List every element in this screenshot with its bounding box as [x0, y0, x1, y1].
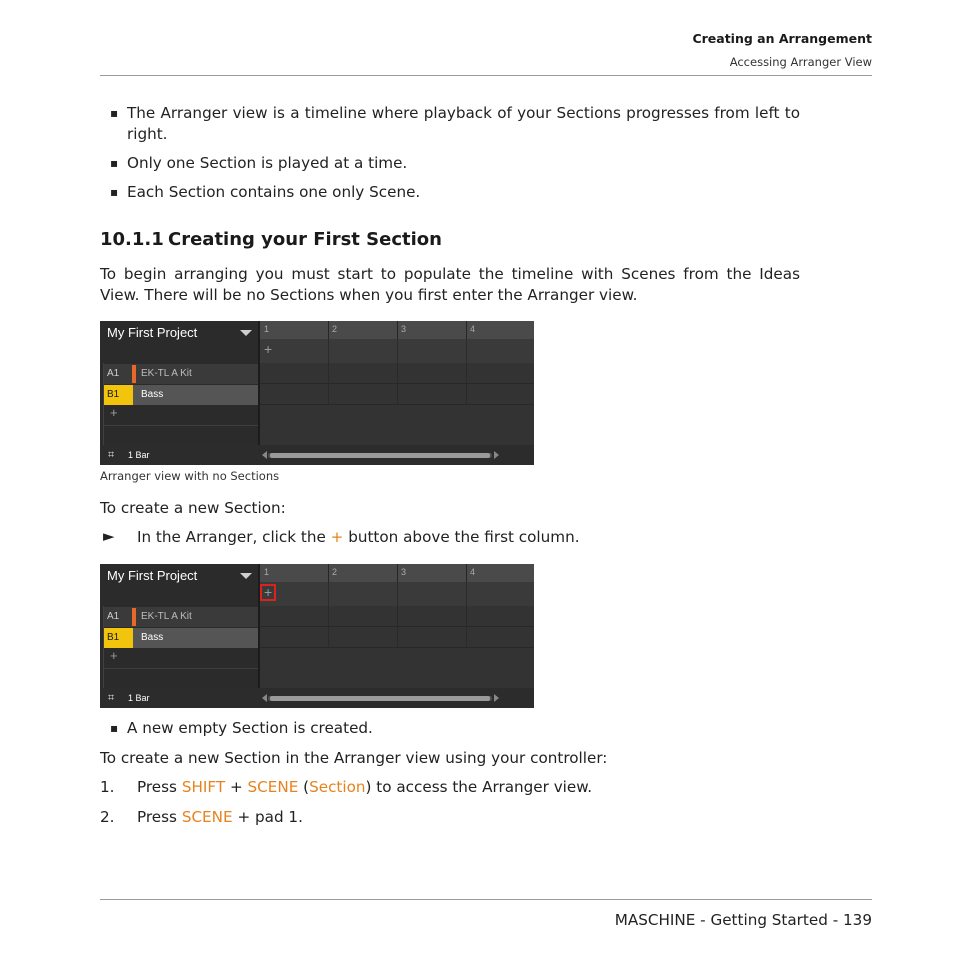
group-row-a1[interactable]	[103, 364, 258, 384]
bullet-item	[110, 153, 800, 174]
bar-number: 4	[470, 324, 476, 334]
bar-number: 2	[332, 567, 338, 577]
group-color	[132, 608, 136, 626]
bar-number: 4	[470, 567, 476, 577]
bar-number: 3	[401, 324, 407, 334]
bar-length-label[interactable]: 1 Bar	[128, 450, 150, 460]
bullet-item	[110, 718, 800, 739]
scrollbar-thumb[interactable]	[270, 696, 490, 701]
project-header	[100, 321, 258, 363]
group-id: B1	[103, 628, 133, 648]
bullet-text: The Arranger view is a timeline where playback of your Sections progresses from left to right.	[127, 104, 800, 143]
arranger-screenshot	[100, 321, 534, 465]
bullet-marker: ▪	[110, 185, 119, 199]
key-scene: SCENE	[181, 808, 233, 826]
numbered-step: Press SCENE + pad 1.	[137, 808, 303, 826]
section-row	[260, 339, 534, 363]
group-id: A1	[103, 364, 133, 384]
figure-caption: Arranger view with no Sections	[100, 469, 280, 483]
arrangement-grid	[260, 606, 534, 688]
step-number: 2.	[100, 808, 115, 826]
plus-glyph: +	[330, 528, 344, 546]
group-name: EK-TL A Kit	[141, 611, 192, 622]
group-color	[132, 365, 136, 383]
group-row-b1[interactable]	[103, 385, 258, 405]
section-row	[260, 582, 534, 606]
grid-icon[interactable]: ⌗	[108, 691, 115, 704]
bar-number: 1	[264, 324, 270, 334]
bullet-marker: ▪	[110, 156, 119, 170]
header-rule	[100, 75, 872, 76]
bullet-text: Each Section contains one only Scene.	[127, 183, 421, 201]
add-section-button[interactable]: +	[264, 341, 273, 357]
timeline-ruler[interactable]	[260, 321, 534, 339]
project-header	[100, 564, 258, 606]
arranger-footer	[100, 445, 534, 465]
bullet-marker: ▪	[110, 721, 119, 735]
group-id: B1	[103, 385, 133, 405]
add-group-button[interactable]: +	[110, 648, 118, 663]
add-group-button[interactable]: +	[110, 405, 118, 420]
project-name[interactable]: My First Project	[107, 325, 198, 340]
group-row-b1[interactable]	[103, 628, 258, 648]
key-scene: SCENE	[247, 778, 299, 796]
chapter-title: Creating an Arrangement	[692, 31, 872, 46]
numbered-step: Press SHIFT + SCENE (Section) to access the Arranger view.	[137, 778, 593, 796]
page-footer: MASCHINE - Getting Started - 139	[614, 911, 872, 929]
key-shift: SHIFT	[181, 778, 226, 796]
dropdown-arrow-icon[interactable]	[240, 330, 252, 336]
bullet-item	[110, 182, 800, 203]
bullet-marker: ▪	[110, 106, 119, 120]
scroll-left-icon[interactable]	[262, 451, 267, 459]
key-section: Section	[309, 778, 366, 796]
group-name: Bass	[141, 632, 164, 643]
bar-number: 2	[332, 324, 338, 334]
arrangement-grid	[260, 363, 534, 445]
instruction-step	[137, 527, 580, 548]
scrollbar-thumb[interactable]	[270, 453, 490, 458]
timeline-ruler[interactable]	[260, 564, 534, 582]
bullet-text: A new empty Section is created.	[127, 719, 373, 737]
intro-paragraph: To begin arranging you must start to populate the timeline with Scenes from the Ideas View. There will be no Sections when you first enter the Arranger view.	[100, 265, 800, 304]
step-text: button above the first column.	[348, 528, 580, 546]
group-row-a1[interactable]	[103, 607, 258, 627]
scroll-left-icon[interactable]	[262, 694, 267, 702]
bullet-item	[110, 103, 800, 145]
scroll-right-icon[interactable]	[494, 451, 499, 459]
step-arrow-icon: ►	[103, 527, 115, 545]
group-name: EK-TL A Kit	[141, 368, 192, 379]
highlight-box	[260, 584, 276, 601]
section-subtitle: Accessing Arranger View	[729, 55, 872, 69]
group-list	[100, 363, 258, 445]
arranger-footer	[100, 688, 534, 708]
bar-number: 1	[264, 567, 270, 577]
dropdown-arrow-icon[interactable]	[240, 573, 252, 579]
step-text: In the Arranger, click the	[137, 528, 326, 546]
add-section-button[interactable]: +	[264, 584, 273, 600]
bar-number: 3	[401, 567, 407, 577]
grid-icon[interactable]: ⌗	[108, 448, 115, 461]
bar-length-label[interactable]: 1 Bar	[128, 693, 150, 703]
section-title: Creating your First Section	[168, 229, 442, 250]
section-number: 10.1.1	[100, 229, 164, 250]
scroll-right-icon[interactable]	[494, 694, 499, 702]
step-number: 1.	[100, 778, 115, 796]
bullet-text: Only one Section is played at a time.	[127, 154, 408, 172]
group-list	[100, 606, 258, 688]
project-name[interactable]: My First Project	[107, 568, 198, 583]
footer-rule	[100, 899, 872, 900]
arranger-screenshot-highlight	[100, 564, 534, 708]
controller-lead: To create a new Section in the Arranger view using your controller:	[100, 749, 608, 767]
group-id: A1	[103, 607, 133, 627]
group-name: Bass	[141, 389, 164, 400]
create-lead: To create a new Section:	[100, 499, 286, 517]
